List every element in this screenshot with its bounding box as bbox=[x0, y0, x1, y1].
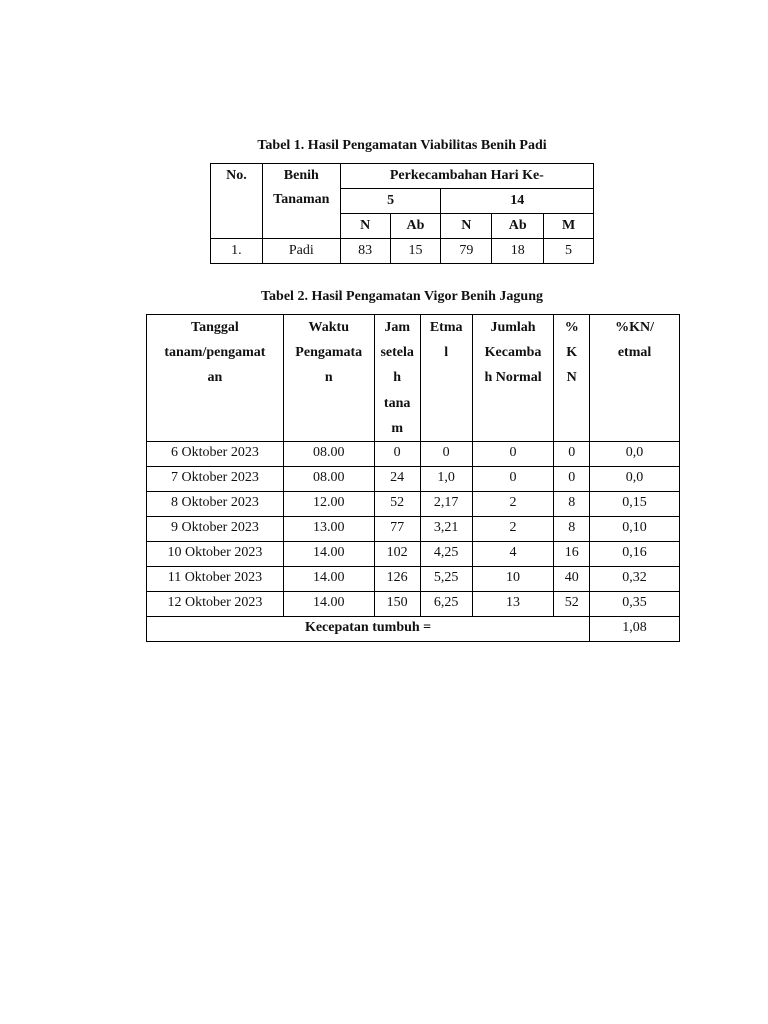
table-row bbox=[147, 592, 680, 617]
cell-pkn-etmal: 0,10 bbox=[590, 517, 680, 542]
cell-tanggal: 10 Oktober 2023 bbox=[147, 542, 284, 567]
table-row bbox=[147, 542, 680, 567]
table-row bbox=[147, 517, 680, 542]
cell-waktu: 08.00 bbox=[283, 467, 374, 492]
cell-jam: 102 bbox=[374, 542, 420, 567]
header-pkn-etmal: %KN/ etmal bbox=[590, 315, 680, 442]
cell-tanggal: 8 Oktober 2023 bbox=[147, 492, 284, 517]
kecepatan-tumbuh-value: 1,08 bbox=[590, 617, 680, 642]
cell-no: 1. bbox=[211, 239, 263, 264]
cell-pkn-etmal: 0,0 bbox=[590, 467, 680, 492]
header-etmal: Etma l bbox=[420, 315, 472, 442]
cell-etmal: 0 bbox=[420, 442, 472, 467]
cell-pkn: 16 bbox=[554, 542, 590, 567]
cell-jumlah: 2 bbox=[472, 517, 554, 542]
cell-jam: 0 bbox=[374, 442, 420, 467]
cell-pkn: 0 bbox=[554, 442, 590, 467]
header-pkn: % K N bbox=[554, 315, 590, 442]
cell-pkn: 8 bbox=[554, 492, 590, 517]
viability-table bbox=[210, 163, 594, 264]
cell-pkn: 8 bbox=[554, 517, 590, 542]
cell-waktu: 14.00 bbox=[283, 592, 374, 617]
cell-pkn: 52 bbox=[554, 592, 590, 617]
cell-tanggal: 7 Oktober 2023 bbox=[147, 467, 284, 492]
header-benih: Benih Tanaman bbox=[262, 164, 340, 239]
cell-jumlah: 0 bbox=[472, 467, 554, 492]
cell-waktu: 13.00 bbox=[283, 517, 374, 542]
table-row bbox=[147, 567, 680, 592]
cell-jumlah: 0 bbox=[472, 442, 554, 467]
cell-pkn-etmal: 0,16 bbox=[590, 542, 680, 567]
cell-jumlah: 4 bbox=[472, 542, 554, 567]
header-n5: N bbox=[340, 214, 390, 239]
cell-pkn-etmal: 0,32 bbox=[590, 567, 680, 592]
table-row bbox=[147, 467, 680, 492]
vigor-table bbox=[146, 314, 680, 642]
header-waktu: Waktu Pengamata n bbox=[283, 315, 374, 442]
cell-etmal: 3,21 bbox=[420, 517, 472, 542]
header-perkecambahan: Perkecambahan Hari Ke- bbox=[340, 164, 593, 189]
cell-tanggal: 6 Oktober 2023 bbox=[147, 442, 284, 467]
kecepatan-tumbuh-label: Kecepatan tumbuh = bbox=[147, 617, 590, 642]
header-m: M bbox=[544, 214, 594, 239]
header-no: No. bbox=[211, 164, 263, 239]
cell-jumlah: 10 bbox=[472, 567, 554, 592]
cell-jumlah: 2 bbox=[472, 492, 554, 517]
cell-pkn: 40 bbox=[554, 567, 590, 592]
cell-jam: 52 bbox=[374, 492, 420, 517]
header-n14: N bbox=[441, 214, 492, 239]
cell-ab5: 15 bbox=[390, 239, 441, 264]
cell-waktu: 08.00 bbox=[283, 442, 374, 467]
cell-pkn: 0 bbox=[554, 467, 590, 492]
cell-pkn-etmal: 0,35 bbox=[590, 592, 680, 617]
header-jumlah: Jumlah Kecamba h Normal bbox=[472, 315, 554, 442]
cell-etmal: 2,17 bbox=[420, 492, 472, 517]
cell-etmal: 1,0 bbox=[420, 467, 472, 492]
cell-etmal: 5,25 bbox=[420, 567, 472, 592]
cell-jumlah: 13 bbox=[472, 592, 554, 617]
cell-tanggal: 12 Oktober 2023 bbox=[147, 592, 284, 617]
header-day-5: 5 bbox=[340, 189, 441, 214]
cell-waktu: 14.00 bbox=[283, 567, 374, 592]
cell-ab14: 18 bbox=[492, 239, 544, 264]
cell-jam: 77 bbox=[374, 517, 420, 542]
table-row bbox=[147, 492, 680, 517]
table1-caption: Tabel 1. Hasil Pengamatan Viabilitas Benih Padi bbox=[257, 138, 547, 153]
cell-tanggal: 11 Oktober 2023 bbox=[147, 567, 284, 592]
cell-n14: 79 bbox=[441, 239, 492, 264]
header-jam: Jam setela h tana m bbox=[374, 315, 420, 442]
cell-n5: 83 bbox=[340, 239, 390, 264]
table-row bbox=[147, 442, 680, 467]
header-ab14: Ab bbox=[492, 214, 544, 239]
cell-pkn-etmal: 0,0 bbox=[590, 442, 680, 467]
cell-etmal: 6,25 bbox=[420, 592, 472, 617]
cell-etmal: 4,25 bbox=[420, 542, 472, 567]
cell-benih: Padi bbox=[262, 239, 340, 264]
cell-jam: 126 bbox=[374, 567, 420, 592]
cell-pkn-etmal: 0,15 bbox=[590, 492, 680, 517]
cell-m: 5 bbox=[544, 239, 594, 264]
summary-row bbox=[147, 617, 680, 642]
table2-caption: Tabel 2. Hasil Pengamatan Vigor Benih Jagung bbox=[261, 289, 543, 304]
cell-waktu: 12.00 bbox=[283, 492, 374, 517]
header-ab5: Ab bbox=[390, 214, 441, 239]
cell-jam: 150 bbox=[374, 592, 420, 617]
cell-tanggal: 9 Oktober 2023 bbox=[147, 517, 284, 542]
header-day-14: 14 bbox=[441, 189, 594, 214]
cell-jam: 24 bbox=[374, 467, 420, 492]
cell-waktu: 14.00 bbox=[283, 542, 374, 567]
header-tanggal: Tanggal tanam/pengamat an bbox=[147, 315, 284, 442]
table-row bbox=[211, 239, 594, 264]
